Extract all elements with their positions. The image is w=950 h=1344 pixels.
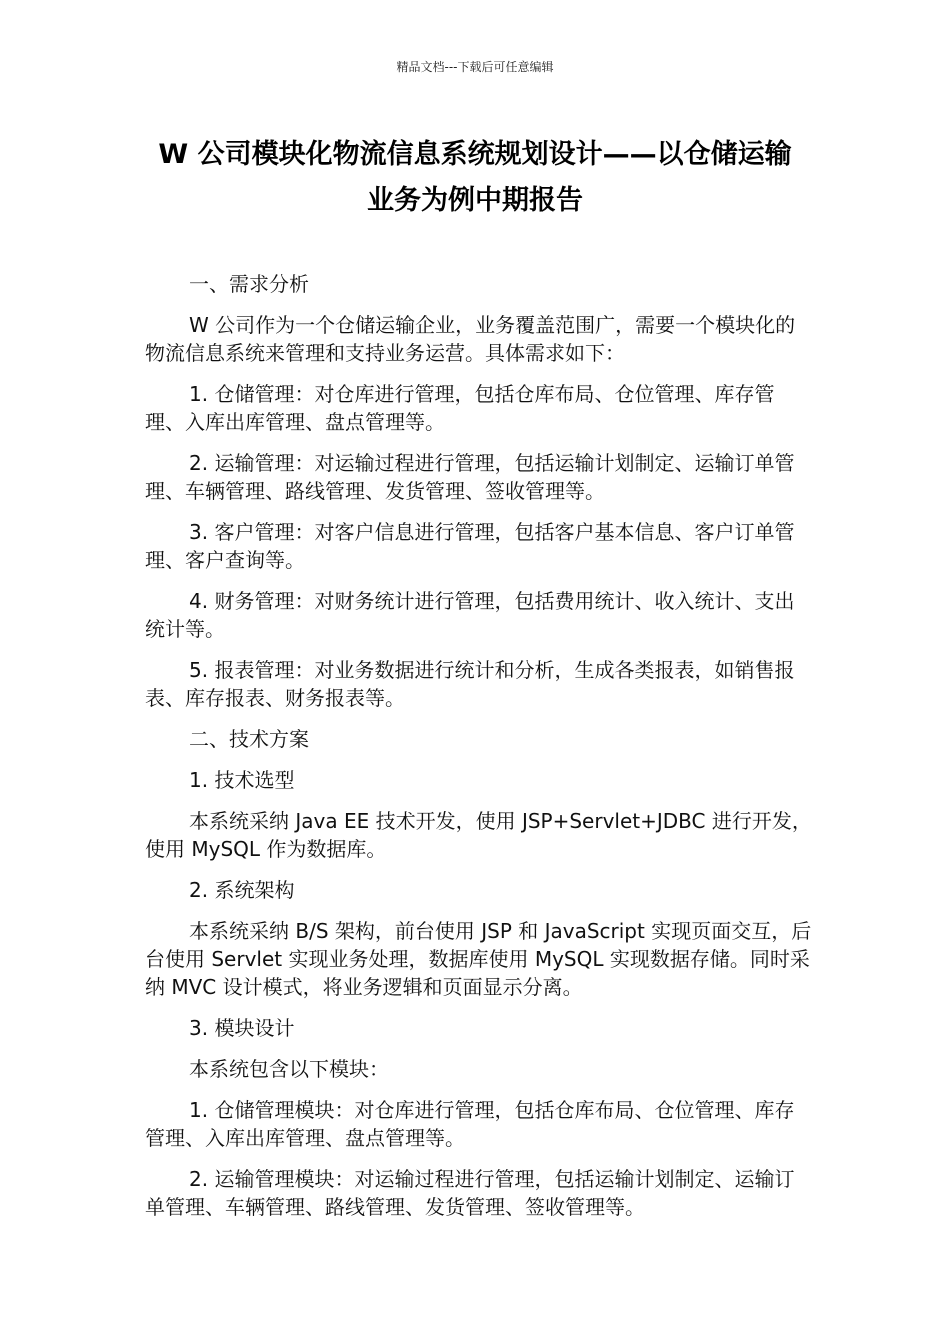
- module-intro-paragraph: 本系统包含以下模块：: [189, 1057, 389, 1081]
- requirement-item-transport: 2. 运输管理：对运输过程进行管理，包括运输计划制定、运输订单管理、车辆管理、路线管理、发货管理、签收管理等。: [145, 451, 795, 503]
- subheading-module-design: 3. 模块设计: [189, 1016, 295, 1040]
- page-header-note: 精品文档---下载后可任意编辑: [396, 60, 554, 74]
- requirement-item-finance: 4. 财务管理：对财务统计进行管理，包括费用统计、收入统计、支出统计等。: [145, 589, 795, 641]
- module-item-warehouse: 1. 仓储管理模块：对仓库进行管理，包括仓库布局、仓位管理、库存管理、入库出库管理、盘点管理等。: [145, 1098, 795, 1150]
- tech-selection-paragraph: 本系统采纳 Java EE 技术开发，使用 JSP+Servlet+JDBC 进行开发，使用 MySQL 作为数据库。: [145, 809, 812, 861]
- subheading-architecture: 2. 系统架构: [189, 878, 295, 902]
- document-title: W 公司模块化物流信息系统规划设计——以仓储运输业务为例中期报告: [158, 139, 792, 216]
- requirement-item-customer: 3. 客户管理：对客户信息进行管理，包括客户基本信息、客户订单管理、客户查询等。: [145, 520, 795, 572]
- requirement-item-warehouse: 1. 仓储管理：对仓库进行管理，包括仓库布局、仓位管理、库存管理、入库出库管理、盘点管理等。: [145, 382, 775, 434]
- architecture-paragraph: 本系统采纳 B/S 架构，前台使用 JSP 和 JavaScript 实现页面交互，后台使用 Servlet 实现业务处理，数据库使用 MySQL 实现数据存储。同时采纳 MVC 设计模式，将业务逻辑和页面显示分离。: [145, 919, 812, 999]
- intro-paragraph: W 公司作为一个仓储运输企业，业务覆盖范围广，需要一个模块化的物流信息系统来管理和支持业务运营。具体需求如下：: [145, 313, 796, 365]
- requirement-item-report: 5. 报表管理：对业务数据进行统计和分析，生成各类报表，如销售报表、库存报表、财务报表等。: [145, 658, 795, 710]
- document-body: [145, 270, 813, 1234]
- subheading-tech-selection: 1. 技术选型: [189, 768, 295, 792]
- section-heading-technical: 二、技术方案: [189, 727, 309, 751]
- module-item-transport: 2. 运输管理模块：对运输过程进行管理，包括运输计划制定、运输订单管理、车辆管理、路线管理、发货管理、签收管理等。: [145, 1167, 795, 1219]
- section-heading-requirements: 一、需求分析: [189, 272, 309, 296]
